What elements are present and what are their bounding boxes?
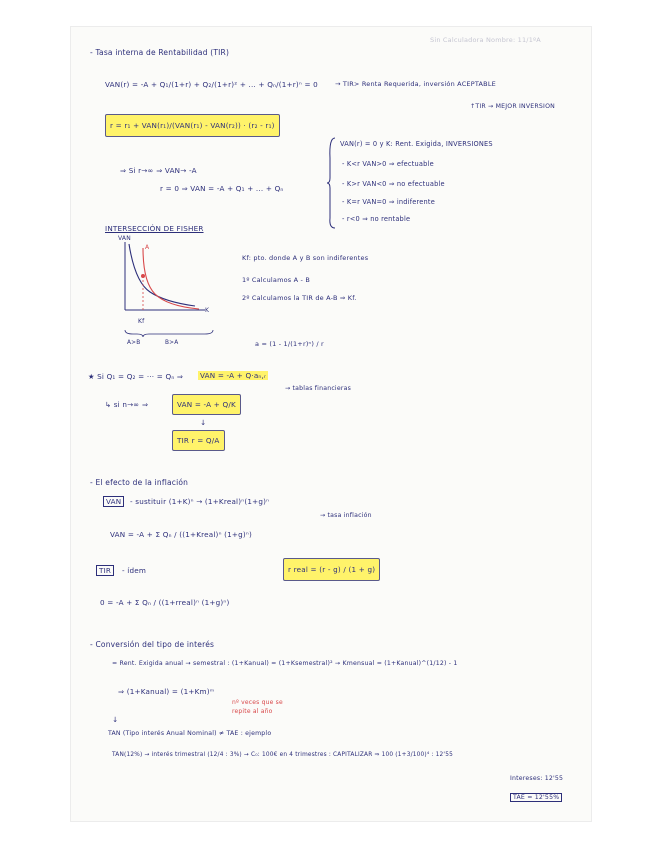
- conversion-note: nº veces que se repite al año: [232, 699, 283, 715]
- annuity-tables-note: → tablas financieras: [285, 385, 352, 392]
- fisher-kf: Kf: [138, 318, 145, 325]
- fisher-desc-1: Kf: pto. donde A y B son indiferentes: [242, 254, 369, 262]
- rule-no-efectuable: - K>r VAN<0 ⇒ no efectuable: [342, 180, 445, 188]
- inflation-van-equation: VAN = -A + Σ Qₙ / ((1+Kreal)ⁿ (1+g)ⁿ): [110, 530, 252, 539]
- tir-note-2: ↑TIR → MEJOR INVERSION: [470, 103, 555, 110]
- header-smudge: Sin Calculadora Nombre: 11/1ºA: [430, 36, 541, 44]
- fisher-title: INTERSECCIÓN DE FISHER: [105, 224, 204, 233]
- conversion-line-1: = Rent. Exigida anual → semestral : (1+Kanual) = (1+Ksemestral)² → Kmensual = (1+Kanual)^(1/12) - 1: [112, 660, 458, 667]
- limit-zero: r = 0 ⇒ VAN = -A + Q₁ + ... + Qₙ: [160, 184, 284, 193]
- fisher-xlabel: K: [205, 307, 210, 314]
- van-equation: VAN(r) = -A + Q₁/(1+r) + Q₂/(1+r)² + ... + Qₙ/(1+r)ⁿ = 0: [105, 80, 318, 89]
- tir-note: → TIR> Renta Requerida, inversión ACEPTABLE: [335, 80, 496, 88]
- inflation-title: - El efecto de la inflación: [90, 478, 189, 487]
- perpetuity-line: ↳ si n→∞ ⇒: [105, 400, 149, 409]
- fisher-axis-brace: [125, 328, 215, 338]
- down-arrow-2: ↓: [112, 715, 119, 724]
- fisher-desc-2: 1º Calculamos A - B: [242, 276, 311, 284]
- fisher-graph: [125, 242, 215, 322]
- interpolation-formula: r = r₁ + VAN(r₁)/(VAN(r₁) - VAN(r₂)) · (r₂ - r₁): [105, 114, 280, 137]
- fisher-axis-left: A>B: [127, 340, 141, 346]
- inflation-rate-note: → tasa inflación: [320, 512, 372, 519]
- rule-efectuable: - K<r VAN>0 ⇒ efectuable: [342, 160, 434, 168]
- tae-result: TAE = 12'55%: [510, 793, 562, 802]
- inflation-van-sub: - sustituir (1+K)ⁿ → (1+Kreal)ⁿ(1+g)ⁿ: [130, 497, 270, 506]
- annuity-line-1: ★ Si Q₁ = Q₂ = ··· = Qₙ ⇒: [88, 372, 184, 381]
- tir-perpetuity-highlight: TIR r = Q/A: [172, 430, 225, 451]
- conversion-line-4: TAN(12%) → interés trimestral (12/4 : 3%) → C₀: 100€ en 4 trimestres : CAPITALIZAR ⇒ 100 (1+3/100)⁴ : 12'55: [112, 752, 453, 758]
- section-title-tir: - Tasa interna de Rentabilidad (TIR): [90, 48, 230, 57]
- real-rate-highlight: r real = (r - g) / (1 + g): [283, 558, 380, 581]
- fisher-axis-right: B>A: [165, 340, 179, 346]
- conversion-line-3: TAN (Tipo interés Anual Nominal) ≠ TAE : ejemplo: [108, 730, 272, 737]
- fisher-ylabel: VAN: [118, 235, 131, 242]
- rules-brace: [327, 138, 337, 228]
- inflation-tir-label: TIR: [96, 565, 114, 576]
- inflation-tir-equation: 0 = -A + Σ Qₙ / ((1+rreal)ⁿ (1+g)ⁿ): [100, 598, 230, 607]
- interest-result: Intereses: 12'55: [510, 775, 564, 782]
- rule-indiferente: - K=r VAN=0 ⇒ indiferente: [342, 198, 435, 206]
- conversion-title: - Conversión del tipo de interés: [90, 640, 215, 649]
- down-arrow-1: ↓: [200, 418, 207, 427]
- rule-no-rentable: - r<0 ⇒ no rentable: [342, 215, 411, 223]
- rule-header: VAN(r) = 0 y K: Rent. Exigida, INVERSIONES: [340, 140, 493, 148]
- conversion-line-2: ⇒ (1+Kanual) = (1+Km)ᵐ: [118, 687, 215, 696]
- perpetuity-van-highlight: VAN = -A + Q/K: [172, 394, 241, 415]
- fisher-curve-label: A: [145, 244, 150, 251]
- fisher-desc-3: 2º Calculamos la TIR de A-B ⇒ Kf.: [242, 294, 357, 302]
- limit-infinity: ⇒ Si r→∞ ⇒ VAN→ -A: [120, 166, 197, 175]
- inflation-van-label: VAN: [103, 496, 124, 507]
- annuity-factor: a = (1 - 1/(1+r)ⁿ) / r: [255, 340, 324, 348]
- inflation-tir-sub: - ídem: [122, 566, 147, 575]
- annuity-van-highlight: VAN = -A + Q·aₙ,ᵣ: [200, 371, 267, 380]
